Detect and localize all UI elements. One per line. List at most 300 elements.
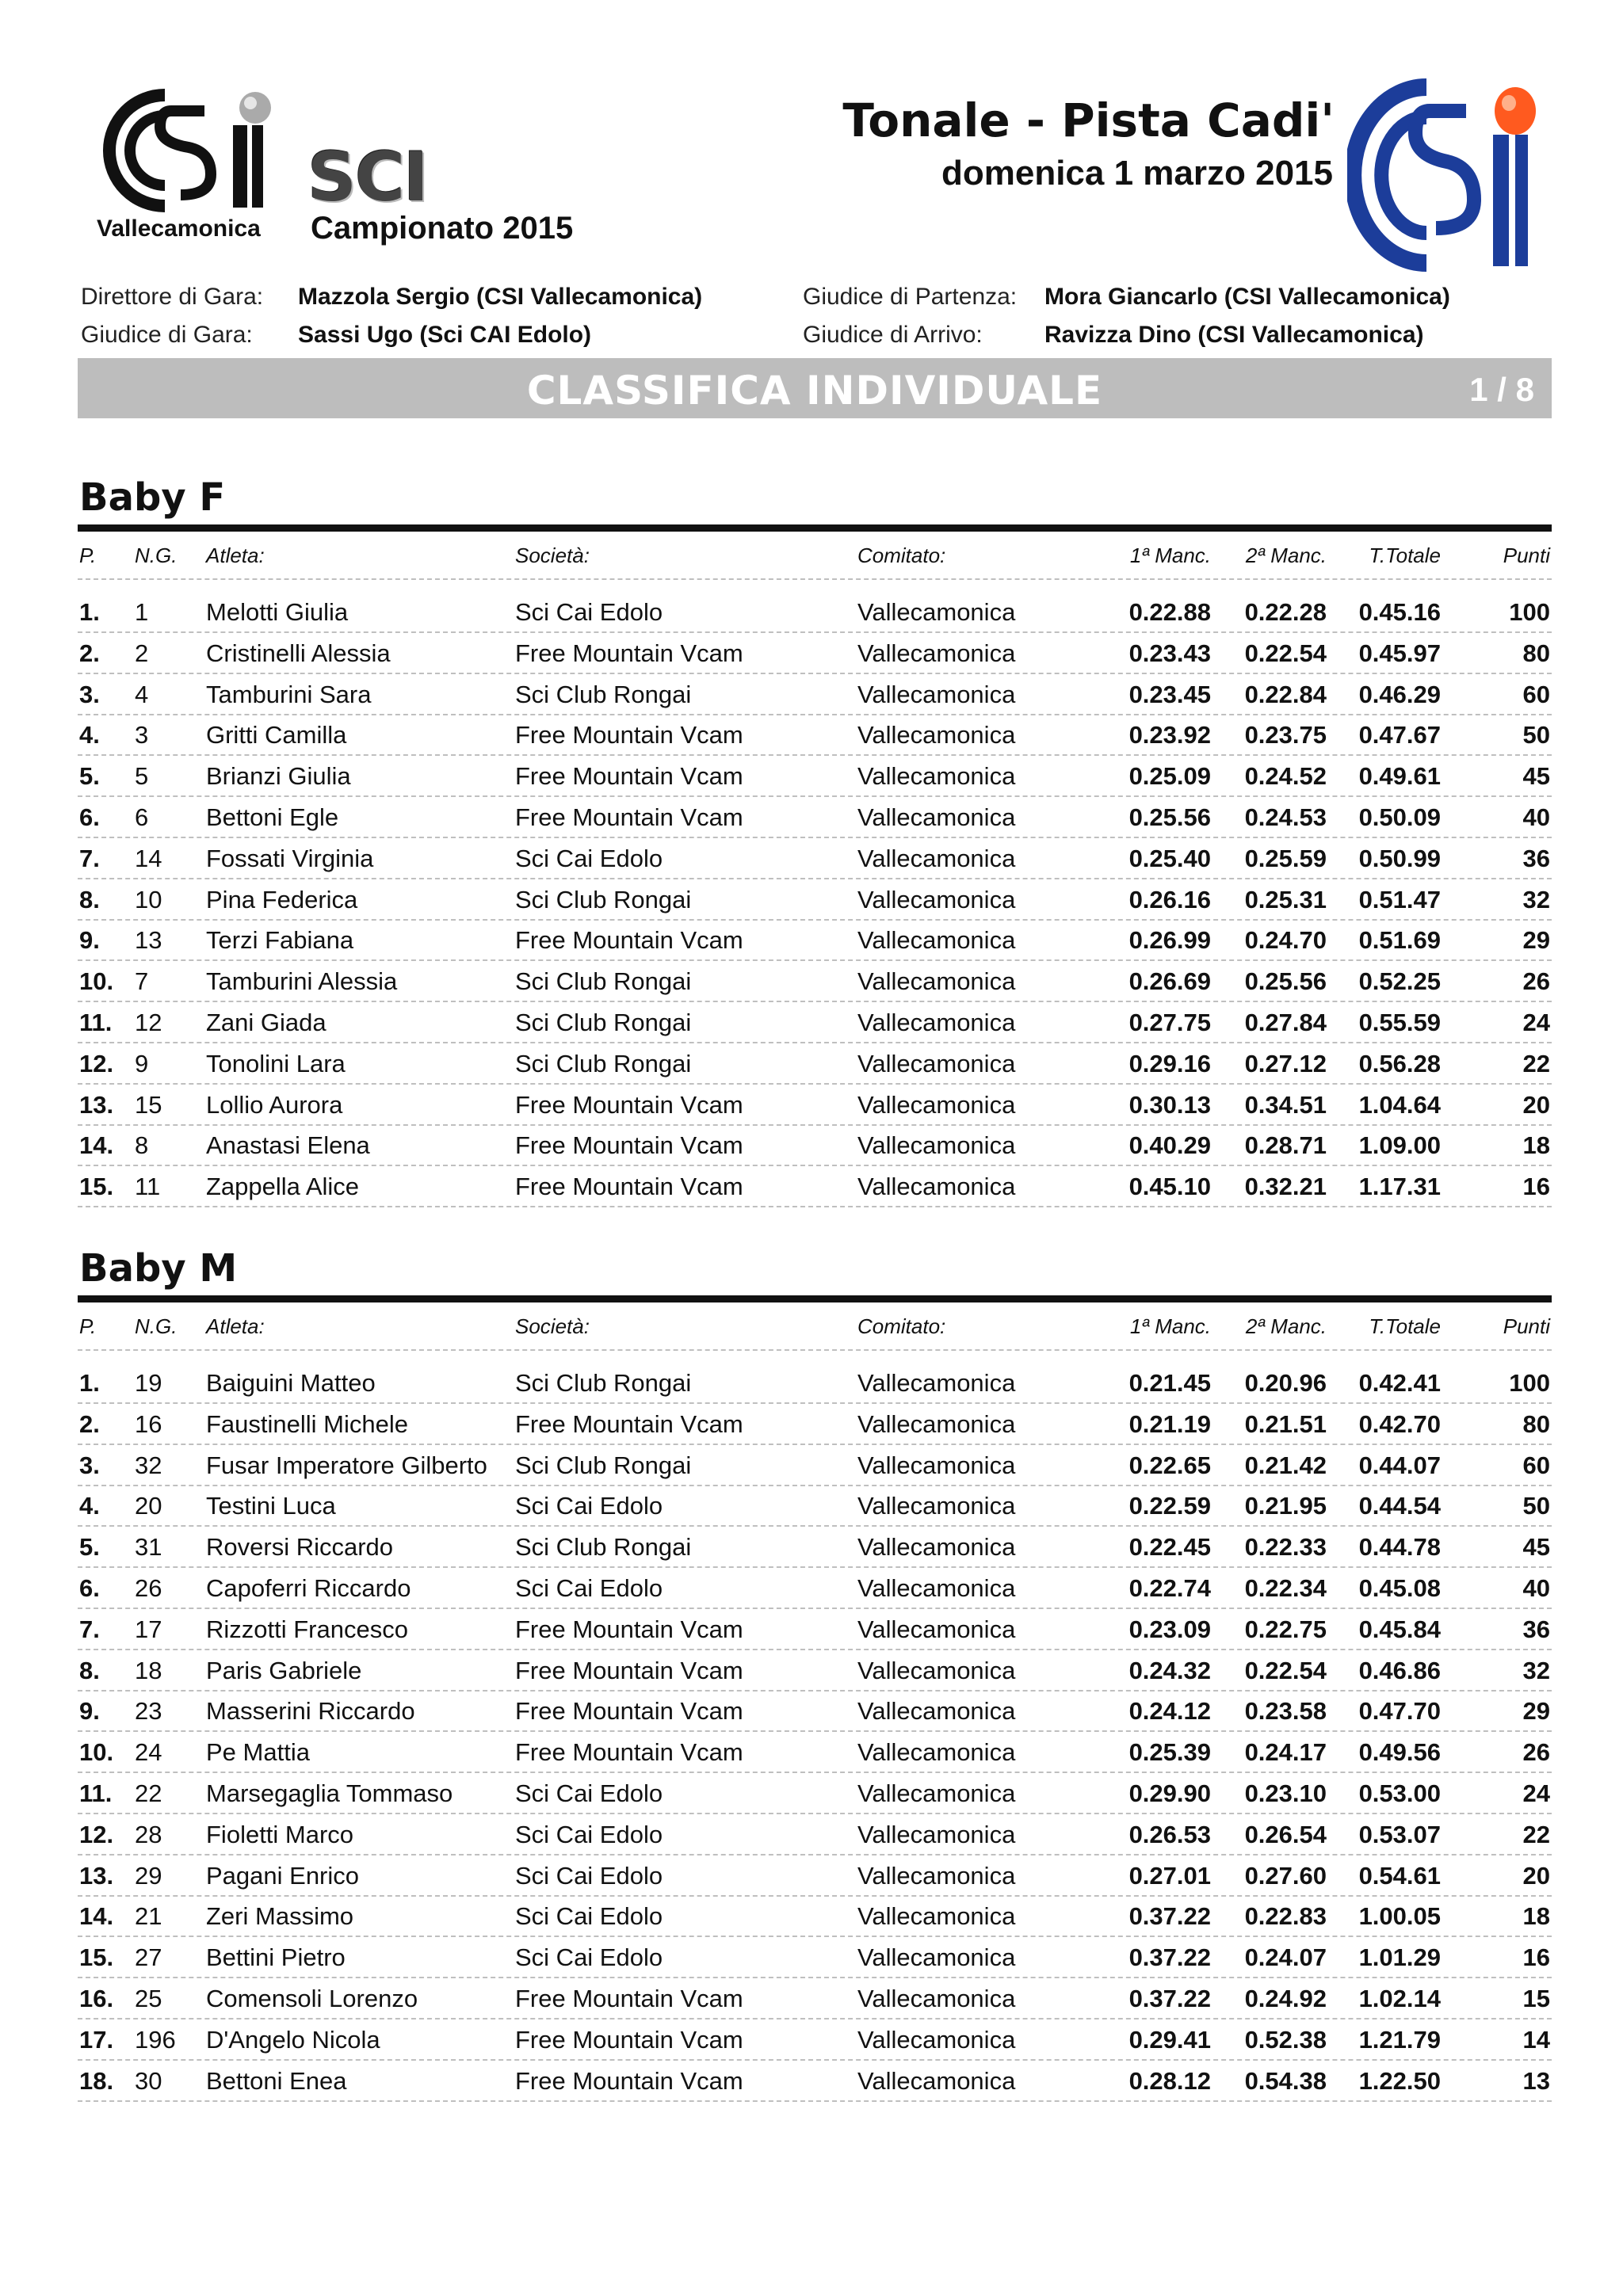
cell-num: 27 (135, 1943, 162, 1972)
cell-run2: 0.22.84 (1244, 680, 1327, 708)
cell-points: 100 (1509, 598, 1550, 626)
cell-society: Free Mountain Vcam (515, 1173, 743, 1201)
cell-points: 36 (1522, 844, 1550, 872)
cell-committee: Vallecamonica (857, 680, 1016, 708)
cell-run1: 0.25.40 (1128, 844, 1211, 872)
results-banner (78, 358, 1552, 418)
cell-run1: 0.37.22 (1128, 1943, 1211, 1972)
cell-committee: Vallecamonica (857, 1738, 1016, 1767)
cell-athlete: Capoferri Riccardo (206, 1574, 411, 1602)
cell-run2: 0.24.52 (1244, 762, 1327, 791)
cell-society: Sci Club Rongai (515, 1009, 692, 1036)
cell-pos: 11. (79, 1009, 113, 1036)
cell-run1: 0.26.99 (1128, 926, 1211, 955)
cell-pos: 5. (79, 762, 100, 791)
cell-total: 0.50.99 (1358, 844, 1441, 872)
director-value: Mazzola Sergio (CSI Vallecamonica) (298, 284, 703, 310)
cell-run1: 0.21.19 (1128, 1409, 1211, 1438)
cell-committee: Vallecamonica (857, 1451, 1016, 1479)
cell-society: Free Mountain Vcam (515, 1409, 743, 1438)
column-header-society: Società: (515, 543, 590, 567)
cell-pos: 2. (79, 639, 100, 667)
cell-run2: 0.21.95 (1244, 1492, 1327, 1520)
cell-total: 0.46.86 (1358, 1656, 1441, 1684)
cell-athlete: Pagani Enrico (206, 1861, 360, 1890)
cell-run1: 0.40.29 (1128, 1131, 1211, 1160)
table-row (78, 1608, 1552, 1650)
cell-run1: 0.28.12 (1128, 2066, 1211, 2095)
race-judge-label: Giudice di Gara: (81, 322, 253, 348)
cell-num: 6 (135, 803, 149, 831)
cell-run2: 0.32.21 (1244, 1173, 1327, 1201)
cell-society: Sci Cai Edolo (515, 1820, 663, 1848)
cell-run1: 0.23.43 (1128, 639, 1211, 667)
cell-society: Free Mountain Vcam (515, 1697, 743, 1726)
cell-committee: Vallecamonica (857, 1779, 1016, 1807)
cell-num: 18 (135, 1656, 162, 1684)
cell-num: 3 (135, 721, 149, 749)
cell-society: Sci Cai Edolo (515, 1574, 663, 1602)
start-judge-label: Giudice di Partenza: (803, 284, 1018, 310)
cell-total: 1.01.29 (1358, 1943, 1441, 1972)
column-header-num: N.G. (135, 543, 178, 567)
cell-pos: 6. (79, 1574, 100, 1602)
venue-title: Tonale - Pista Cadi' (842, 93, 1335, 147)
cell-num: 26 (135, 1574, 162, 1602)
cell-num: 196 (135, 2025, 176, 2054)
cell-pos: 12. (79, 1049, 114, 1077)
csi-logo-right (1347, 76, 1537, 274)
cell-total: 0.45.84 (1358, 1615, 1441, 1643)
cell-points: 22 (1522, 1049, 1550, 1077)
cell-num: 19 (135, 1369, 162, 1397)
table-row (78, 1977, 1552, 2019)
column-header-run1: 1ª Manc. (1129, 543, 1211, 567)
table-row (78, 1566, 1552, 1609)
cell-total: 0.53.07 (1358, 1820, 1441, 1848)
cell-points: 32 (1522, 1656, 1550, 1684)
table-row (78, 1042, 1552, 1085)
cell-society: Free Mountain Vcam (515, 1615, 743, 1643)
cell-run2: 0.25.31 (1244, 885, 1327, 913)
cell-society: Free Mountain Vcam (515, 721, 743, 749)
cell-run2: 0.24.53 (1244, 803, 1327, 831)
table-row (78, 1484, 1552, 1527)
cell-num: 29 (135, 1861, 162, 1890)
cell-num: 11 (135, 1173, 161, 1201)
cell-committee: Vallecamonica (857, 1861, 1016, 1890)
cell-points: 24 (1522, 1009, 1550, 1036)
table-row (78, 837, 1552, 879)
director-label: Direttore di Gara: (81, 284, 264, 310)
cell-run1: 0.26.69 (1128, 967, 1211, 996)
cell-pos: 4. (79, 1492, 100, 1520)
cell-num: 17 (135, 1615, 162, 1643)
cell-society: Free Mountain Vcam (515, 1090, 743, 1119)
cell-committee: Vallecamonica (857, 1049, 1016, 1077)
table-row (78, 1361, 1552, 1404)
table-row (78, 1813, 1552, 1855)
cell-society: Sci Club Rongai (515, 885, 692, 913)
cell-run1: 0.26.53 (1128, 1820, 1211, 1848)
cell-committee: Vallecamonica (857, 762, 1016, 791)
cell-total: 0.47.70 (1358, 1697, 1441, 1726)
cell-num: 7 (135, 967, 149, 996)
cell-points: 80 (1522, 1409, 1550, 1438)
cell-pos: 4. (79, 721, 100, 749)
table-row (78, 713, 1552, 756)
cell-society: Sci Club Rongai (515, 967, 692, 996)
cell-points: 29 (1522, 926, 1550, 955)
cell-num: 8 (135, 1131, 149, 1160)
cell-points: 45 (1522, 1533, 1550, 1562)
cell-run2: 0.21.42 (1244, 1451, 1327, 1479)
cell-society: Sci Cai Edolo (515, 598, 663, 626)
cell-athlete: Masserini Riccardo (206, 1697, 415, 1726)
cell-run2: 0.23.58 (1244, 1697, 1327, 1726)
page-indicator: 1 / 8 (1469, 371, 1534, 408)
cell-points: 20 (1522, 1090, 1550, 1119)
cell-run2: 0.22.75 (1244, 1615, 1327, 1643)
cell-run1: 0.27.75 (1128, 1009, 1211, 1036)
cell-society: Sci Club Rongai (515, 1049, 692, 1077)
cell-athlete: Fossati Virginia (206, 844, 374, 872)
cell-points: 80 (1522, 639, 1550, 667)
cell-total: 0.50.09 (1358, 803, 1441, 831)
cell-run2: 0.21.51 (1244, 1409, 1327, 1438)
cell-total: 0.56.28 (1358, 1049, 1441, 1077)
section-rule (78, 1295, 1552, 1302)
cell-pos: 13. (79, 1090, 114, 1119)
cell-society: Sci Cai Edolo (515, 1779, 663, 1807)
cell-committee: Vallecamonica (857, 1369, 1016, 1397)
cell-pos: 10. (79, 1738, 114, 1767)
table-row (78, 1402, 1552, 1445)
cell-total: 0.54.61 (1358, 1861, 1441, 1890)
cell-committee: Vallecamonica (857, 1131, 1016, 1160)
cell-points: 15 (1522, 1985, 1550, 2012)
cell-pos: 5. (79, 1533, 100, 1562)
table-row (78, 2059, 1552, 2102)
cell-total: 1.21.79 (1358, 2025, 1441, 2054)
column-header-run1: 1ª Manc. (1129, 1314, 1211, 1338)
sci-wordmark: SCI (307, 138, 428, 217)
cell-num: 5 (135, 762, 149, 791)
cell-run2: 0.27.60 (1244, 1861, 1327, 1890)
section-rule (78, 524, 1552, 532)
cell-num: 4 (135, 680, 149, 708)
cell-num: 15 (135, 1090, 162, 1119)
cell-run2: 0.34.51 (1244, 1090, 1327, 1119)
cell-total: 1.09.00 (1358, 1131, 1441, 1160)
cell-total: 1.17.31 (1358, 1173, 1441, 1201)
cell-run2: 0.26.54 (1244, 1820, 1327, 1848)
cell-society: Free Mountain Vcam (515, 1985, 743, 2012)
cell-run2: 0.27.84 (1244, 1009, 1327, 1036)
cell-run1: 0.29.16 (1128, 1049, 1211, 1077)
cell-society: Free Mountain Vcam (515, 1131, 743, 1160)
cell-athlete: D'Angelo Nicola (206, 2025, 380, 2054)
cell-run1: 0.45.10 (1128, 1173, 1211, 1201)
cell-athlete: Terzi Fabiana (206, 926, 354, 955)
table-row (78, 754, 1552, 797)
cell-points: 40 (1522, 803, 1550, 831)
cell-points: 24 (1522, 1779, 1550, 1807)
cell-society: Free Mountain Vcam (515, 762, 743, 791)
cell-total: 0.47.67 (1358, 721, 1441, 749)
cell-pos: 16. (79, 1985, 114, 2012)
cell-athlete: Paris Gabriele (206, 1656, 362, 1684)
cell-pos: 15. (79, 1173, 114, 1201)
cell-pos: 10. (79, 967, 114, 996)
cell-total: 0.49.56 (1358, 1738, 1441, 1767)
cell-pos: 15. (79, 1943, 114, 1972)
cell-points: 60 (1522, 1451, 1550, 1479)
cell-run1: 0.29.41 (1128, 2025, 1211, 2054)
cell-num: 31 (135, 1533, 162, 1562)
cell-run2: 0.22.54 (1244, 1656, 1327, 1684)
cell-total: 0.49.61 (1358, 762, 1441, 791)
cell-committee: Vallecamonica (857, 639, 1016, 667)
cell-athlete: Comensoli Lorenzo (206, 1985, 418, 2012)
cell-committee: Vallecamonica (857, 1574, 1016, 1602)
cell-total: 1.22.50 (1358, 2066, 1441, 2095)
cell-pos: 11. (79, 1779, 113, 1807)
cell-run1: 0.37.22 (1128, 1985, 1211, 2012)
cell-num: 22 (135, 1779, 162, 1807)
cell-athlete: Bettoni Egle (206, 803, 339, 831)
table-row (78, 1083, 1552, 1126)
cell-total: 0.53.00 (1358, 1779, 1441, 1807)
cell-pos: 1. (79, 598, 100, 626)
cell-run2: 0.24.17 (1244, 1738, 1327, 1767)
cell-athlete: Fusar Imperatore Gilberto (206, 1451, 487, 1479)
cell-run1: 0.27.01 (1128, 1861, 1211, 1890)
cell-points: 18 (1522, 1902, 1550, 1931)
cell-athlete: Cristinelli Alessia (206, 639, 391, 667)
finish-judge-label: Giudice di Arrivo: (803, 322, 983, 348)
column-header-athlete: Atleta: (206, 543, 265, 567)
start-judge-value: Mora Giancarlo (CSI Vallecamonica) (1044, 284, 1450, 310)
cell-points: 13 (1522, 2066, 1550, 2095)
cell-num: 20 (135, 1492, 162, 1520)
cell-athlete: Bettini Pietro (206, 1943, 346, 1972)
cell-total: 0.42.41 (1358, 1369, 1441, 1397)
table-row (78, 590, 1552, 633)
cell-points: 18 (1522, 1131, 1550, 1160)
cell-pos: 9. (79, 1697, 100, 1726)
cell-points: 50 (1522, 721, 1550, 749)
cell-points: 26 (1522, 967, 1550, 996)
cell-society: Free Mountain Vcam (515, 926, 743, 955)
cell-athlete: Tonolini Lara (206, 1049, 346, 1077)
table-row (78, 1689, 1552, 1732)
column-header-committee: Comitato: (857, 543, 946, 567)
table-row (78, 2018, 1552, 2061)
cell-pos: 14. (79, 1902, 114, 1931)
cell-points: 100 (1509, 1369, 1550, 1397)
cell-pos: 7. (79, 1615, 100, 1643)
cell-athlete: Marsegaglia Tommaso (206, 1779, 453, 1807)
cell-society: Free Mountain Vcam (515, 803, 743, 831)
cell-total: 0.45.16 (1358, 598, 1441, 626)
cell-points: 45 (1522, 762, 1550, 791)
cell-num: 28 (135, 1820, 162, 1848)
event-date: domenica 1 marzo 2015 (941, 154, 1333, 193)
cell-committee: Vallecamonica (857, 598, 1016, 626)
cell-num: 16 (135, 1409, 162, 1438)
table-header (78, 537, 1552, 580)
table-row (78, 1894, 1552, 1937)
table-header (78, 1308, 1552, 1351)
table-row (78, 959, 1552, 1002)
cell-athlete: Zeri Massimo (206, 1902, 354, 1931)
cell-total: 0.55.59 (1358, 1009, 1441, 1036)
table-row (78, 1854, 1552, 1897)
cell-run2: 0.22.34 (1244, 1574, 1327, 1602)
cell-committee: Vallecamonica (857, 1902, 1016, 1931)
cell-run2: 0.22.83 (1244, 1902, 1327, 1931)
table-row (78, 1444, 1552, 1486)
table-row (78, 673, 1552, 715)
logo-left-label: Vallecamonica (97, 215, 261, 242)
cell-points: 36 (1522, 1615, 1550, 1643)
table-row (78, 878, 1552, 921)
cell-committee: Vallecamonica (857, 721, 1016, 749)
cell-pos: 3. (79, 680, 100, 708)
cell-total: 1.02.14 (1358, 1985, 1441, 2012)
cell-total: 0.45.08 (1358, 1574, 1441, 1602)
cell-athlete: Gritti Camilla (206, 721, 347, 749)
cell-athlete: Lollio Aurora (206, 1090, 343, 1119)
cell-total: 0.44.07 (1358, 1451, 1441, 1479)
cell-society: Sci Cai Edolo (515, 1492, 663, 1520)
cell-athlete: Tamburini Alessia (206, 967, 398, 996)
cell-run2: 0.22.33 (1244, 1533, 1327, 1562)
cell-society: Free Mountain Vcam (515, 2025, 743, 2054)
csi-logo-left (86, 87, 276, 214)
table-row (78, 1936, 1552, 1978)
column-header-num: N.G. (135, 1314, 178, 1338)
column-header-points: Punti (1503, 1314, 1550, 1338)
cell-committee: Vallecamonica (857, 844, 1016, 872)
cell-total: 0.45.97 (1358, 639, 1441, 667)
cell-num: 9 (135, 1049, 149, 1077)
cell-pos: 12. (79, 1820, 114, 1848)
cell-society: Sci Club Rongai (515, 1533, 692, 1562)
section-title: Baby F (79, 475, 226, 520)
cell-run1: 0.22.65 (1128, 1451, 1211, 1479)
cell-run1: 0.22.88 (1128, 598, 1211, 626)
cell-committee: Vallecamonica (857, 1697, 1016, 1726)
cell-num: 25 (135, 1985, 162, 2012)
table-row (78, 1525, 1552, 1568)
cell-run1: 0.25.39 (1128, 1738, 1211, 1767)
cell-athlete: Testini Luca (206, 1492, 336, 1520)
cell-total: 1.04.64 (1358, 1090, 1441, 1119)
cell-committee: Vallecamonica (857, 803, 1016, 831)
cell-run1: 0.25.56 (1128, 803, 1211, 831)
cell-points: 16 (1522, 1173, 1550, 1201)
column-header-run2: 2ª Manc. (1245, 1314, 1327, 1338)
cell-num: 2 (135, 639, 149, 667)
cell-num: 32 (135, 1451, 162, 1479)
cell-committee: Vallecamonica (857, 1985, 1016, 2012)
cell-society: Sci Club Rongai (515, 1451, 692, 1479)
cell-points: 50 (1522, 1492, 1550, 1520)
cell-run1: 0.23.09 (1128, 1615, 1211, 1643)
cell-total: 0.42.70 (1358, 1409, 1441, 1438)
table-row (78, 1165, 1552, 1207)
column-header-pos: P. (79, 1314, 97, 1338)
cell-num: 12 (135, 1009, 162, 1036)
cell-pos: 3. (79, 1451, 100, 1479)
cell-athlete: Zani Giada (206, 1009, 327, 1036)
table-row (78, 1730, 1552, 1773)
cell-athlete: Bettoni Enea (206, 2066, 347, 2095)
table-row (78, 1001, 1552, 1043)
cell-points: 29 (1522, 1697, 1550, 1726)
cell-committee: Vallecamonica (857, 1173, 1016, 1201)
cell-points: 22 (1522, 1820, 1550, 1848)
cell-num: 24 (135, 1738, 162, 1767)
cell-athlete: Anastasi Elena (206, 1131, 370, 1160)
cell-athlete: Roversi Riccardo (206, 1533, 394, 1562)
cell-num: 13 (135, 926, 162, 955)
cell-run2: 0.22.54 (1244, 639, 1327, 667)
column-header-pos: P. (79, 543, 97, 567)
cell-athlete: Baiguini Matteo (206, 1369, 376, 1397)
cell-society: Sci Cai Edolo (515, 1902, 663, 1931)
cell-athlete: Melotti Giulia (206, 598, 349, 626)
cell-total: 1.00.05 (1358, 1902, 1441, 1931)
cell-committee: Vallecamonica (857, 1009, 1016, 1036)
cell-run2: 0.23.75 (1244, 721, 1327, 749)
cell-committee: Vallecamonica (857, 1615, 1016, 1643)
cell-run1: 0.23.92 (1128, 721, 1211, 749)
cell-run2: 0.24.07 (1244, 1943, 1327, 1972)
cell-total: 0.51.69 (1358, 926, 1441, 955)
cell-run2: 0.24.70 (1244, 926, 1327, 955)
column-header-committee: Comitato: (857, 1314, 946, 1338)
cell-athlete: Pe Mattia (206, 1738, 310, 1767)
cell-num: 1 (135, 598, 149, 626)
cell-committee: Vallecamonica (857, 2025, 1016, 2054)
cell-committee: Vallecamonica (857, 1943, 1016, 1972)
cell-pos: 2. (79, 1409, 100, 1438)
cell-society: Free Mountain Vcam (515, 639, 743, 667)
cell-total: 0.44.78 (1358, 1533, 1441, 1562)
finish-judge-value: Ravizza Dino (CSI Vallecamonica) (1044, 322, 1424, 348)
table-row (78, 1649, 1552, 1691)
cell-run1: 0.22.59 (1128, 1492, 1211, 1520)
cell-committee: Vallecamonica (857, 1656, 1016, 1684)
cell-run1: 0.30.13 (1128, 1090, 1211, 1119)
cell-pos: 14. (79, 1131, 114, 1160)
column-header-total: T.Totale (1369, 1314, 1441, 1338)
cell-num: 23 (135, 1697, 162, 1726)
cell-committee: Vallecamonica (857, 2066, 1016, 2095)
cell-society: Free Mountain Vcam (515, 1656, 743, 1684)
cell-athlete: Tamburini Sara (206, 680, 372, 708)
cell-athlete: Brianzi Giulia (206, 762, 351, 791)
cell-run2: 0.23.10 (1244, 1779, 1327, 1807)
cell-num: 30 (135, 2066, 162, 2095)
cell-run1: 0.37.22 (1128, 1902, 1211, 1931)
cell-run2: 0.52.38 (1244, 2025, 1327, 2054)
cell-points: 32 (1522, 885, 1550, 913)
cell-total: 0.52.25 (1358, 967, 1441, 996)
